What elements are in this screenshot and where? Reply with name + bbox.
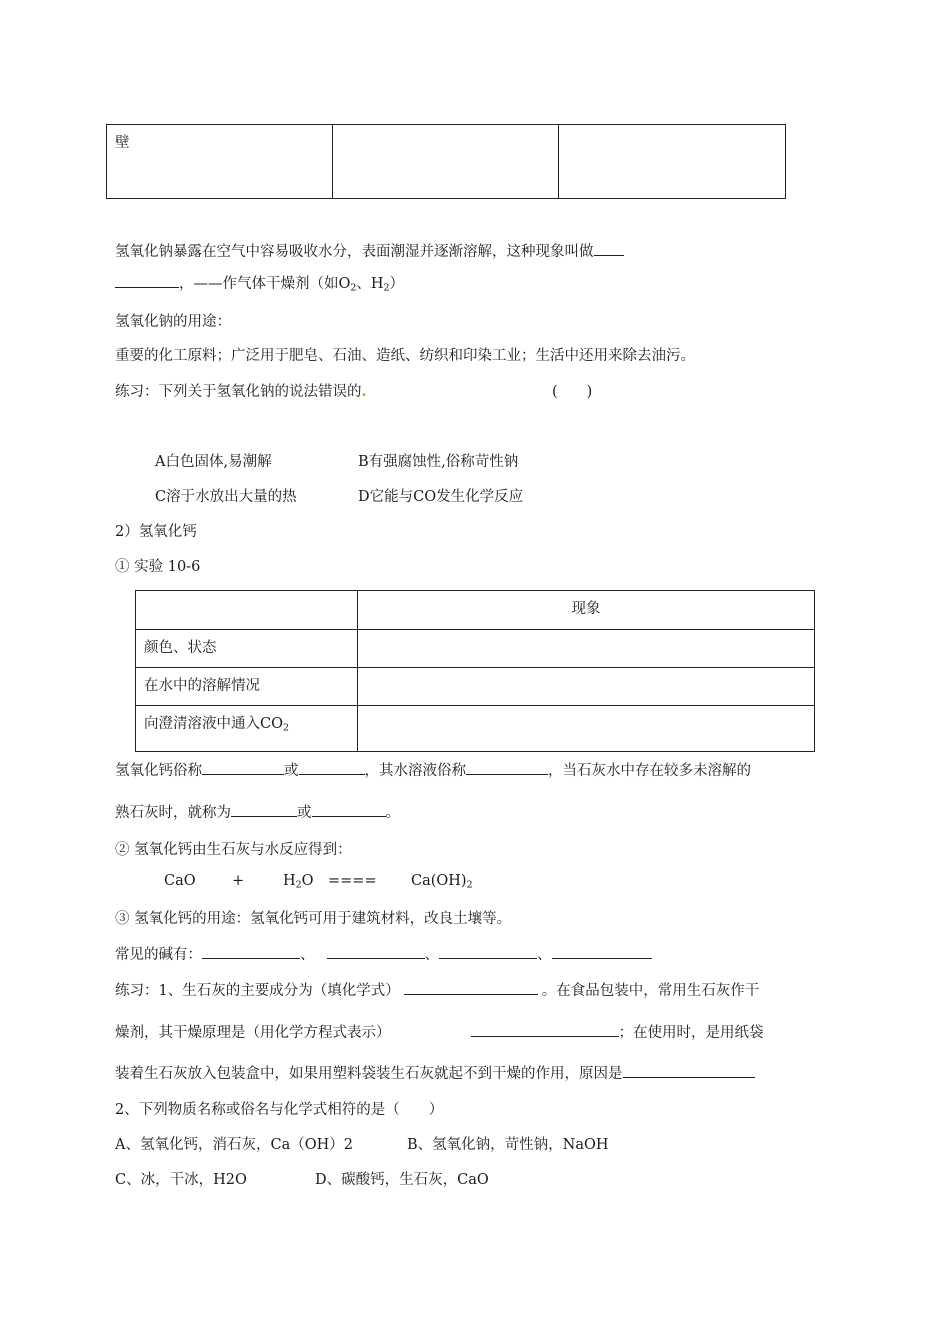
exercise2-line1: 练习：1、生石灰的主要成分为（填化学式） 。在食品包装中，常用生石灰作干 — [115, 979, 759, 1000]
answer-blank[interactable] — [115, 273, 179, 289]
common-bases: 常见的碱有： 、 、 、 — [115, 943, 652, 964]
answer-blank[interactable] — [439, 944, 537, 960]
eq-plus: + — [232, 873, 245, 889]
eq-product: $Ca(OH)_2$ — [411, 873, 473, 891]
eq-cao: CaO — [164, 873, 196, 889]
section-heading: 2）氢氧化钙 — [115, 524, 197, 540]
answer-blank[interactable] — [623, 1063, 755, 1079]
answer-blank[interactable] — [594, 241, 624, 257]
table-cell — [358, 668, 815, 706]
answer-blank[interactable] — [231, 802, 297, 818]
uses-text: 重要的化工原料；广泛用于肥皂、石油、造纸、纺织和印染工业；生活中还用来除去油污。 — [115, 348, 695, 364]
option-d: D它能与CO发生化学反应 — [358, 489, 524, 505]
top-table-cell — [332, 125, 559, 199]
top-table-cell — [559, 125, 786, 199]
table-header: 现象 — [358, 591, 815, 630]
exercise2-line3: 装着生石灰放入包装盒中，如果用塑料袋装生石灰就起不到干燥的作用，原因是 — [115, 1062, 755, 1083]
exercise1-question: 练习：下列关于氢氧化钠的说法错误的. — [115, 383, 367, 400]
answer-blank[interactable] — [404, 980, 538, 996]
table-cell — [358, 706, 815, 752]
table-row-label: 在水中的溶解情况 — [136, 668, 358, 706]
naoh-deliquescence-line2: ，——作气体干燥剂（如$O_2$、$H_2$） — [115, 272, 404, 293]
answer-blank[interactable] — [552, 944, 652, 960]
decor-dot: . — [361, 383, 367, 400]
table-cell — [358, 630, 815, 668]
exercise1-paren: ( ) — [552, 384, 593, 400]
answer-blank[interactable] — [202, 944, 300, 960]
answer-blank[interactable] — [466, 760, 548, 776]
q2-title: 2、下列物质名称或俗名与化学式相符的是（ ） — [115, 1102, 444, 1118]
q2-option-b: B、氢氧化钠，苛性钠，NaOH — [407, 1137, 609, 1153]
experiment-table — [135, 590, 815, 752]
experiment-label: ① 实验 10-6 — [115, 559, 201, 575]
top-table — [106, 124, 786, 199]
answer-blank[interactable] — [299, 760, 365, 776]
eq-h2o: $H_2O$ — [283, 873, 314, 891]
table-row-label: 颜色、状态 — [136, 630, 358, 668]
answer-blank[interactable] — [471, 1022, 619, 1038]
caoh2-names-line1: 氢氧化钙俗称 或 ，其水溶液俗称 ，当石灰水中存在较多未溶解的 — [115, 759, 751, 780]
option-b: B有强腐蚀性,俗称苛性钠 — [358, 454, 519, 470]
option-c: C溶于水放出大量的热 — [155, 489, 297, 505]
q2-option-a: A、氢氧化钙，消石灰，Ca（OH）2 — [115, 1137, 353, 1153]
caoh2-names-line2: 熟石灰时，就称为 或 。 — [115, 801, 400, 822]
uses-title: 氢氧化钠的用途： — [115, 314, 231, 330]
table-header-empty — [136, 591, 358, 630]
answer-blank[interactable] — [312, 802, 386, 818]
answer-blank[interactable] — [202, 760, 284, 776]
table-row-label: 向澄清溶液中通入$CO_2$ — [136, 706, 358, 752]
option-a: A白色固体,易潮解 — [155, 454, 272, 470]
exercise2-line2: 燥剂，其干燥原理是（用化学方程式表示） ；在使用时，是用纸袋 — [115, 1021, 764, 1042]
top-table-cell: 壁 — [107, 125, 333, 199]
eq-arrow: ==== — [328, 873, 377, 889]
q2-option-c: C、冰，干冰，H2O — [115, 1172, 247, 1188]
caoh2-preparation: ② 氢氧化钙由生石灰与水反应得到： — [115, 842, 352, 858]
answer-blank[interactable] — [327, 944, 425, 960]
naoh-deliquescence-line1: 氢氧化钠暴露在空气中容易吸收水分，表面潮湿并逐渐溶解，这种现象叫做 — [115, 240, 624, 261]
q2-option-d: D、碳酸钙，生石灰，CaO — [315, 1172, 489, 1188]
caoh2-uses: ③ 氢氧化钙的用途：氢氧化钙可用于建筑材料，改良土壤等。 — [115, 911, 512, 927]
